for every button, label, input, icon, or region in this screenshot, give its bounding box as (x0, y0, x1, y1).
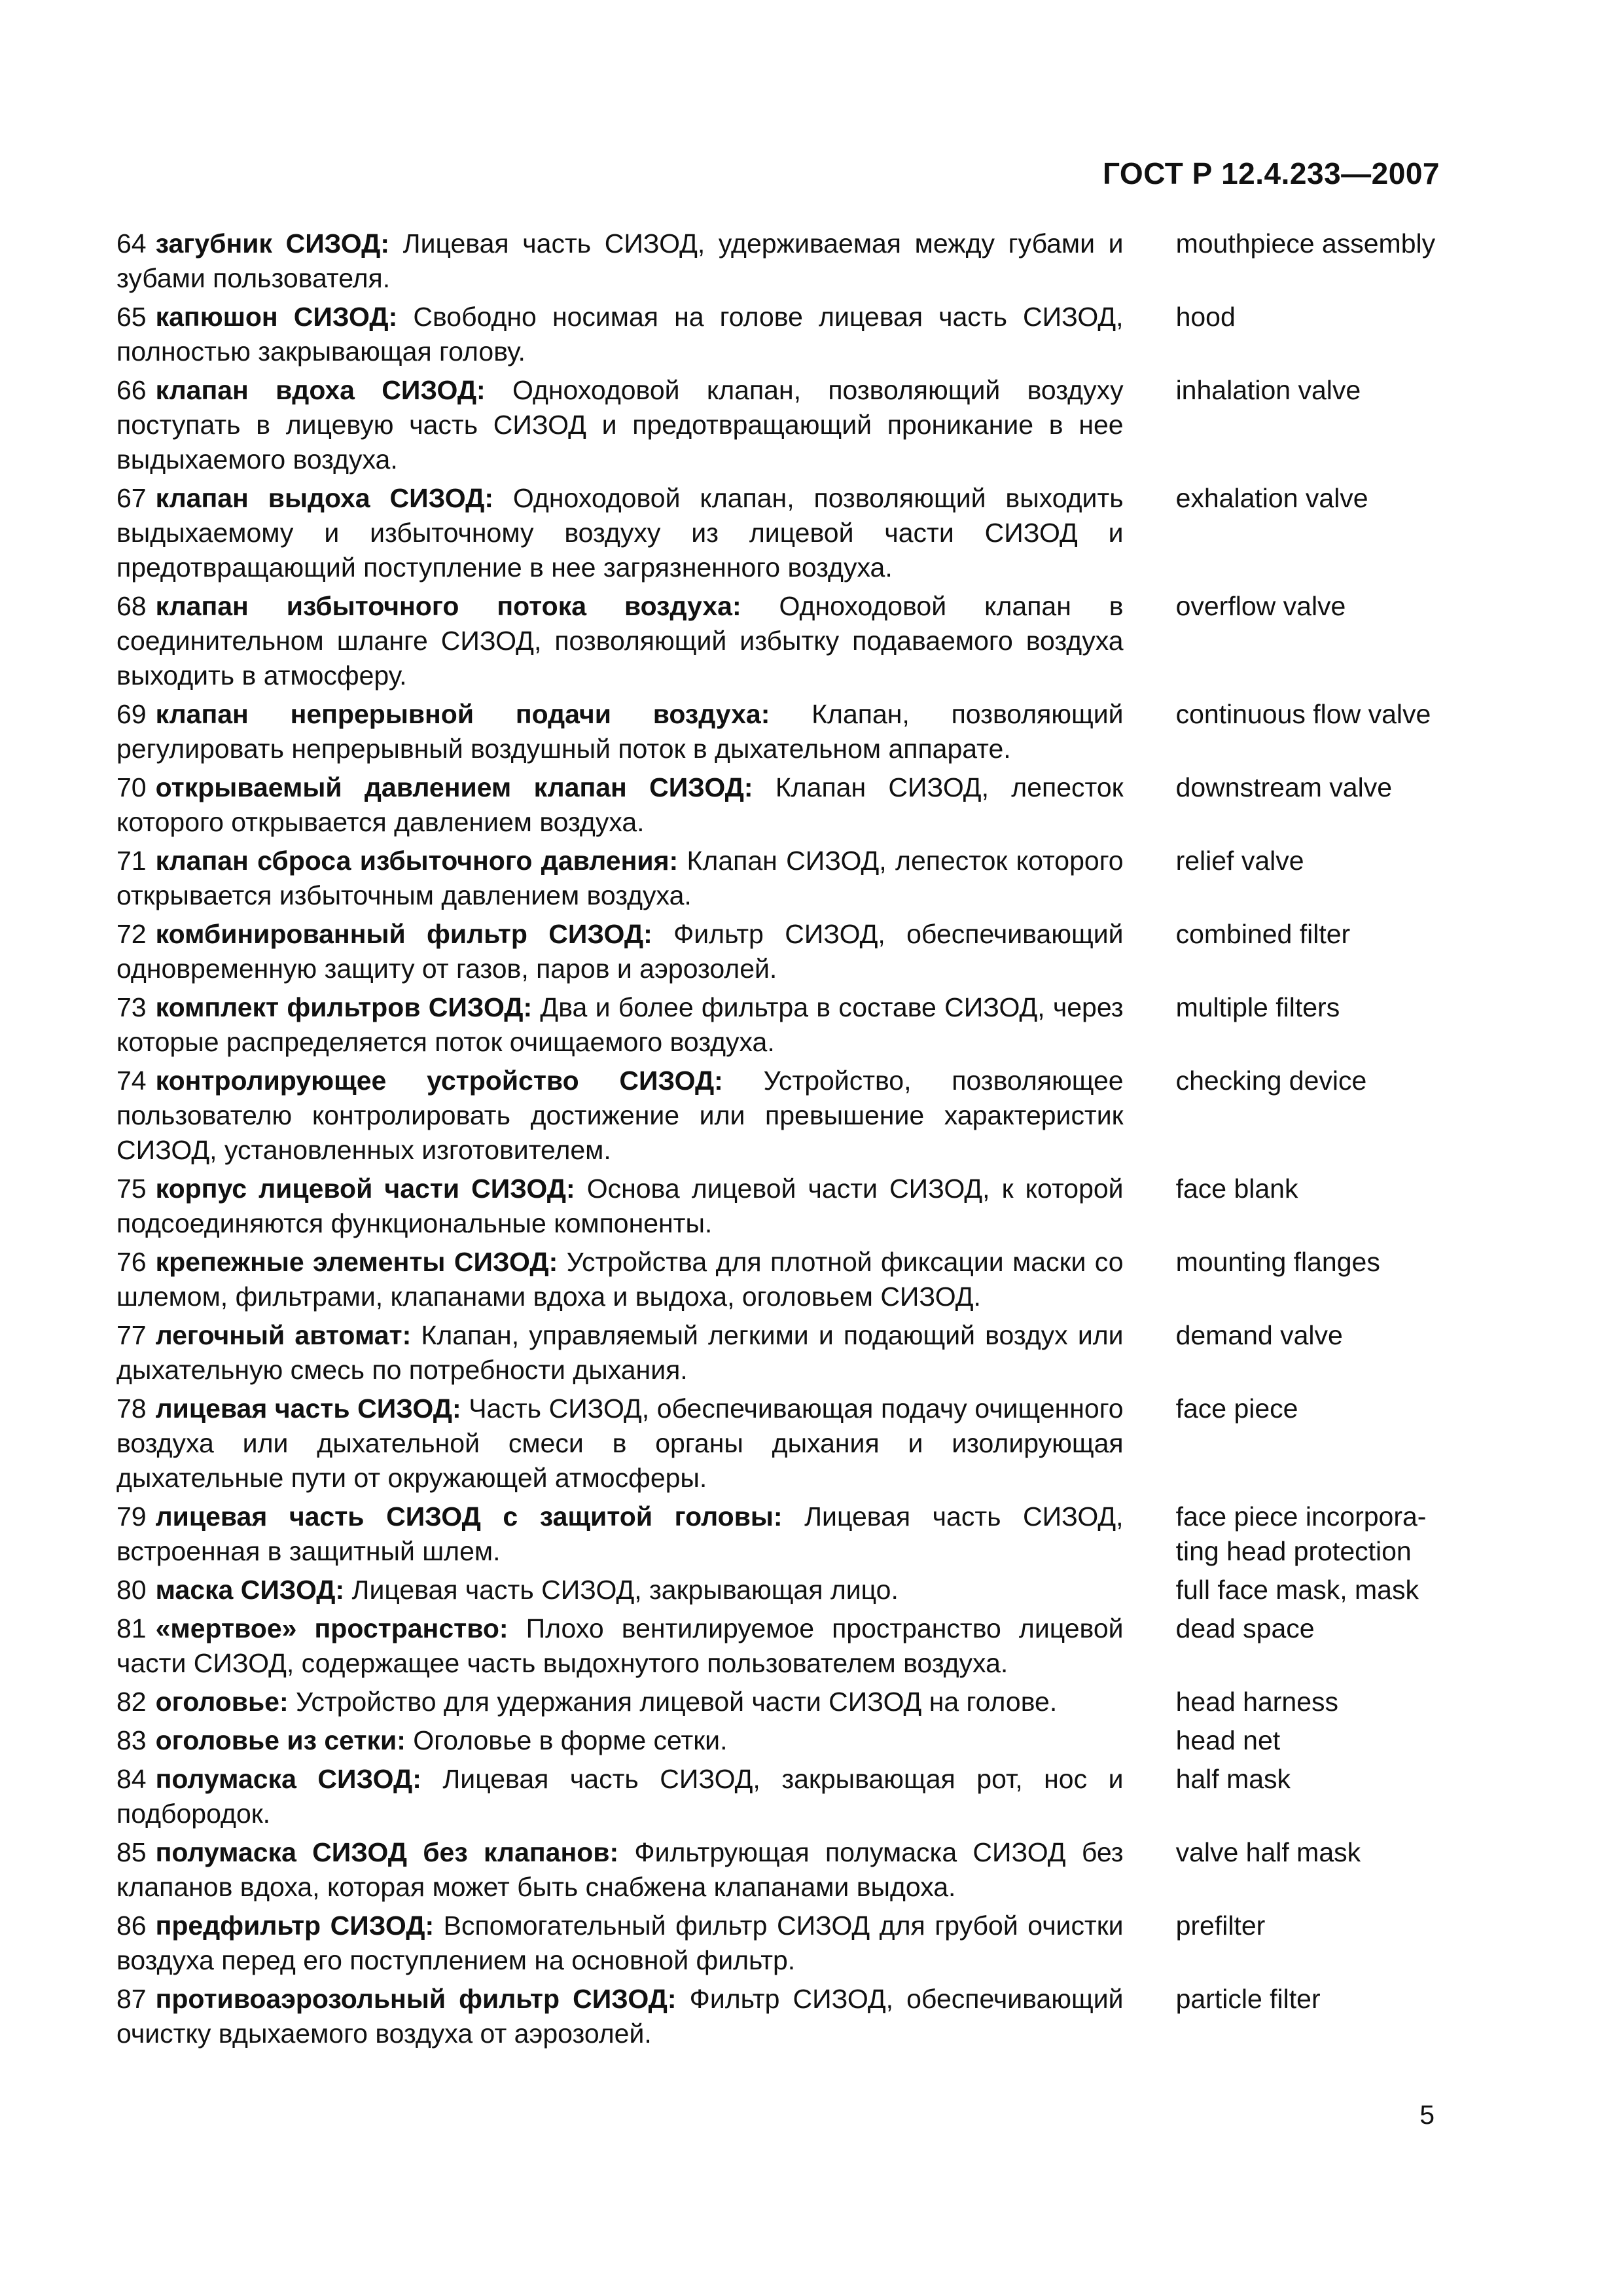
entry-term-en: head harness (1175, 1687, 1339, 1717)
entry-number: 77 (116, 1320, 147, 1350)
entry-definition-ru (116, 1909, 1124, 1978)
entry-term: контролирующее устройство СИЗОД: (155, 1066, 723, 1096)
glossary-entry (116, 770, 1452, 840)
entry-term-en: mouthpiece assembly (1175, 228, 1436, 259)
entry-term: полумаска СИЗОД без клапанов: (155, 1837, 619, 1867)
entry-definition-text: Устройство для удержания лицевой части СИЗОД на голове. (288, 1687, 1058, 1717)
entry-term: клапан избыточного потока воздуха: (155, 591, 741, 621)
entry-term: капюшон СИЗОД: (155, 302, 398, 332)
entry-definition-text: Фильтрующая полумаска СИЗОД без клапанов вдоха, которая может быть снабжена клапанами выдоха. (116, 1837, 1124, 1902)
entry-definition-ru (116, 1499, 1124, 1569)
glossary-entry (116, 917, 1452, 986)
entry-term-en: relief valve (1175, 846, 1304, 876)
entry-definition-ru (116, 1573, 1124, 1607)
entry-number: 65 (116, 302, 147, 332)
entry-number: 87 (116, 1984, 147, 2014)
glossary-entry (116, 990, 1452, 1060)
entry-term: комплект фильтров СИЗОД: (155, 992, 533, 1022)
entry-definition-text: Устройство, позволяющее пользователю контролировать достижение или превышение характеристик СИЗОД, установленных изготовителем. (116, 1066, 1124, 1165)
entry-definition-ru (116, 300, 1124, 369)
entry-definition-ru (116, 1611, 1124, 1681)
entry-definition-ru (116, 589, 1124, 693)
entry-number: 71 (116, 846, 147, 876)
entry-definition-ru (116, 1685, 1124, 1719)
entry-term: клапан сброса избыточного давления: (155, 846, 679, 876)
entry-term-en: checking device (1175, 1066, 1367, 1096)
glossary-entry (116, 1318, 1452, 1388)
entry-term: лицевая часть СИЗОД с защитой головы: (155, 1501, 783, 1532)
entry-number: 72 (116, 919, 147, 949)
entry-definition-text: Клапан, позволяющий регулировать непрерывный воздушный поток в дыхательном аппарате. (116, 699, 1124, 764)
entry-term-en: exhalation valve (1175, 483, 1368, 513)
entry-number: 76 (116, 1247, 147, 1277)
entry-definition-ru (116, 1835, 1124, 1905)
entry-definition-text: Лицевая часть СИЗОД, удерживаемая между губами и зубами пользователя. (116, 228, 1124, 293)
entry-term-en: dead space (1175, 1613, 1315, 1643)
entry-definition-ru (116, 770, 1124, 840)
glossary-entry (116, 1685, 1452, 1719)
entry-term: загубник СИЗОД: (155, 228, 390, 259)
entry-number: 75 (116, 1174, 147, 1204)
entry-term-en: half mask (1175, 1764, 1291, 1794)
entry-term: «мертвое» пространство: (155, 1613, 508, 1643)
entry-definition-text: Одноходовой клапан, позволяющий воздуху поступать в лицевую часть СИЗОД и предотвращающий проникание в нее выдыхаемого воздуха. (116, 375, 1124, 475)
glossary-entry (116, 589, 1452, 693)
entry-term: лицевая часть СИЗОД: (155, 1393, 461, 1424)
entry-term: корпус лицевой части СИЗОД: (155, 1174, 575, 1204)
entry-term: полумаска СИЗОД: (155, 1764, 421, 1794)
entry-number: 73 (116, 992, 147, 1022)
entry-term-en: face piece incorpora- ting head protection (1175, 1501, 1427, 1566)
entry-term-en: demand valve (1175, 1320, 1343, 1350)
glossary-entry (116, 1762, 1452, 1831)
entry-definition-ru (116, 990, 1124, 1060)
entry-term: противоаэрозольный фильтр СИЗОД: (155, 1984, 677, 2014)
entry-term-en: face blank (1175, 1174, 1298, 1204)
entry-definition-text: Лицевая часть СИЗОД, закрывающая лицо. (344, 1575, 899, 1605)
entry-term-en: combined filter (1175, 919, 1351, 949)
glossary-entry (116, 300, 1452, 369)
glossary-entries (116, 226, 1452, 2055)
entry-term: клапан вдоха СИЗОД: (155, 375, 486, 405)
entry-definition-text: Часть СИЗОД, обеспечивающая подачу очищенного воздуха или дыхательной смеси в органы дыхания и изолирующая дыхательные пути от окружающей атмосферы. (116, 1393, 1124, 1493)
entry-definition-text: Лицевая часть СИЗОД, встроенная в защитный шлем. (116, 1501, 1124, 1566)
entry-definition-text: Клапан СИЗОД, лепесток которого открывается давлением воздуха. (116, 772, 1124, 837)
entry-definition-text: Фильтр СИЗОД, обеспечивающий очистку вдыхаемого воздуха от аэрозолей. (116, 1984, 1124, 2049)
glossary-entry (116, 1391, 1452, 1496)
entry-term-en: hood (1175, 302, 1236, 332)
entry-term: комбинированный фильтр СИЗОД: (155, 919, 652, 949)
entry-definition-text: Плохо вентилируемое пространство лицевой части СИЗОД, содержащее часть выдохнутого пользователем воздуха. (116, 1613, 1124, 1678)
glossary-entry (116, 373, 1452, 477)
entry-definition-ru (116, 1391, 1124, 1496)
entry-number: 81 (116, 1613, 147, 1643)
entry-number: 78 (116, 1393, 147, 1424)
entry-number: 85 (116, 1837, 147, 1867)
document-header: ГОСТ Р 12.4.233—2007 (1102, 156, 1440, 190)
entry-definition-ru (116, 373, 1124, 477)
entry-term: оголовье из сетки: (155, 1725, 406, 1755)
entry-definition-text: Вспомогательный фильтр СИЗОД для грубой очистки воздуха перед его поступлением на основной фильтр. (116, 1910, 1124, 1975)
entry-definition-ru (116, 481, 1124, 585)
entry-definition-text: Свободно носимая на голове лицевая часть СИЗОД, полностью закрывающая голову. (116, 302, 1124, 367)
entry-definition-ru (116, 1723, 1124, 1758)
entry-definition-ru (116, 1172, 1124, 1241)
glossary-entry (116, 1723, 1452, 1758)
entry-term-en: downstream valve (1175, 772, 1393, 802)
entry-term-en: multiple filters (1175, 992, 1340, 1022)
page-number: 5 (1419, 2100, 1435, 2130)
glossary-entry (116, 1245, 1452, 1314)
entry-definition-ru (116, 1762, 1124, 1831)
entry-term: предфильтр СИЗОД: (155, 1910, 435, 1941)
entry-term: легочный автомат: (155, 1320, 412, 1350)
entry-term: маска СИЗОД: (155, 1575, 345, 1605)
entry-definition-text: Устройства для плотной фиксации маски со шлемом, фильтрами, клапанами вдоха и выдоха, оголовьем СИЗОД. (116, 1247, 1124, 1312)
entry-term-en: inhalation valve (1175, 375, 1361, 405)
entry-definition-text: Одноходовой клапан в соединительном шланге СИЗОД, позволяющий избытку подаваемого воздуха выходить в атмосферу. (116, 591, 1124, 691)
entry-term-en: valve half mask (1175, 1837, 1361, 1867)
entry-number: 68 (116, 591, 147, 621)
entry-definition-text: Одноходовой клапан, позволяющий выходить выдыхаемому и избыточному воздуху из лицевой части СИЗОД и предотвращающий поступление в нее загрязненного воздуха. (116, 483, 1124, 583)
entry-number: 69 (116, 699, 147, 729)
entry-definition-ru (116, 1318, 1124, 1388)
entry-term-en: continuous flow valve (1175, 699, 1431, 729)
entry-definition-ru (116, 917, 1124, 986)
entry-number: 67 (116, 483, 147, 513)
entry-definition-ru (116, 1245, 1124, 1314)
entry-number: 64 (116, 228, 147, 259)
entry-definition-text: Оголовье в форме сетки. (405, 1725, 728, 1755)
entry-term: клапан выдоха СИЗОД: (155, 483, 493, 513)
entry-term: открываемый давлением клапан СИЗОД: (155, 772, 753, 802)
glossary-entry (116, 1835, 1452, 1905)
entry-term-en: head net (1175, 1725, 1281, 1755)
glossary-entry (116, 1172, 1452, 1241)
entry-term-en: mounting flanges (1175, 1247, 1380, 1277)
glossary-entry (116, 226, 1452, 296)
glossary-entry (116, 1909, 1452, 1978)
entry-number: 74 (116, 1066, 147, 1096)
entry-definition-text: Клапан СИЗОД, лепесток которого открывается избыточным давлением воздуха. (116, 846, 1124, 910)
entry-number: 84 (116, 1764, 147, 1794)
entry-definition-text: Основа лицевой части СИЗОД, к которой подсоединяются функциональные компоненты. (116, 1174, 1124, 1238)
entry-term: оголовье: (155, 1687, 289, 1717)
glossary-entry (116, 1611, 1452, 1681)
entry-term: клапан непрерывной подачи воздуха: (155, 699, 770, 729)
entry-term-en: particle filter (1175, 1984, 1321, 2014)
entry-number: 86 (116, 1910, 147, 1941)
glossary-entry (116, 697, 1452, 766)
entry-definition-ru (116, 1064, 1124, 1168)
entry-definition-ru (116, 226, 1124, 296)
entry-definition-text: Лицевая часть СИЗОД, закрывающая рот, нос и подбородок. (116, 1764, 1124, 1829)
entry-term-en: full face mask, mask (1175, 1575, 1419, 1605)
glossary-entry (116, 844, 1452, 913)
entry-number: 66 (116, 375, 147, 405)
entry-number: 79 (116, 1501, 147, 1532)
entry-number: 82 (116, 1687, 147, 1717)
entry-number: 70 (116, 772, 147, 802)
entry-term-en: overflow valve (1175, 591, 1346, 621)
glossary-entry (116, 1982, 1452, 2051)
entry-term-en: face piece (1175, 1393, 1298, 1424)
glossary-entry (116, 1499, 1452, 1569)
glossary-entry (116, 1573, 1452, 1607)
entry-definition-text: Клапан, управляемый легкими и подающий воздух или дыхательную смесь по потребности дыхания. (116, 1320, 1124, 1385)
glossary-entry (116, 1064, 1452, 1168)
entry-definition-text: Два и более фильтра в составе СИЗОД, через которые распределяется поток очищаемого воздуха. (116, 992, 1124, 1057)
entry-definition-ru (116, 844, 1124, 913)
glossary-entry (116, 481, 1452, 585)
entry-term: крепежные элементы СИЗОД: (155, 1247, 558, 1277)
entry-number: 83 (116, 1725, 147, 1755)
entry-definition-ru (116, 1982, 1124, 2051)
entry-definition-text: Фильтр СИЗОД, обеспечивающий одновременную защиту от газов, паров и аэрозолей. (116, 919, 1124, 984)
entry-number: 80 (116, 1575, 147, 1605)
entry-definition-ru (116, 697, 1124, 766)
entry-term-en: prefilter (1175, 1910, 1266, 1941)
